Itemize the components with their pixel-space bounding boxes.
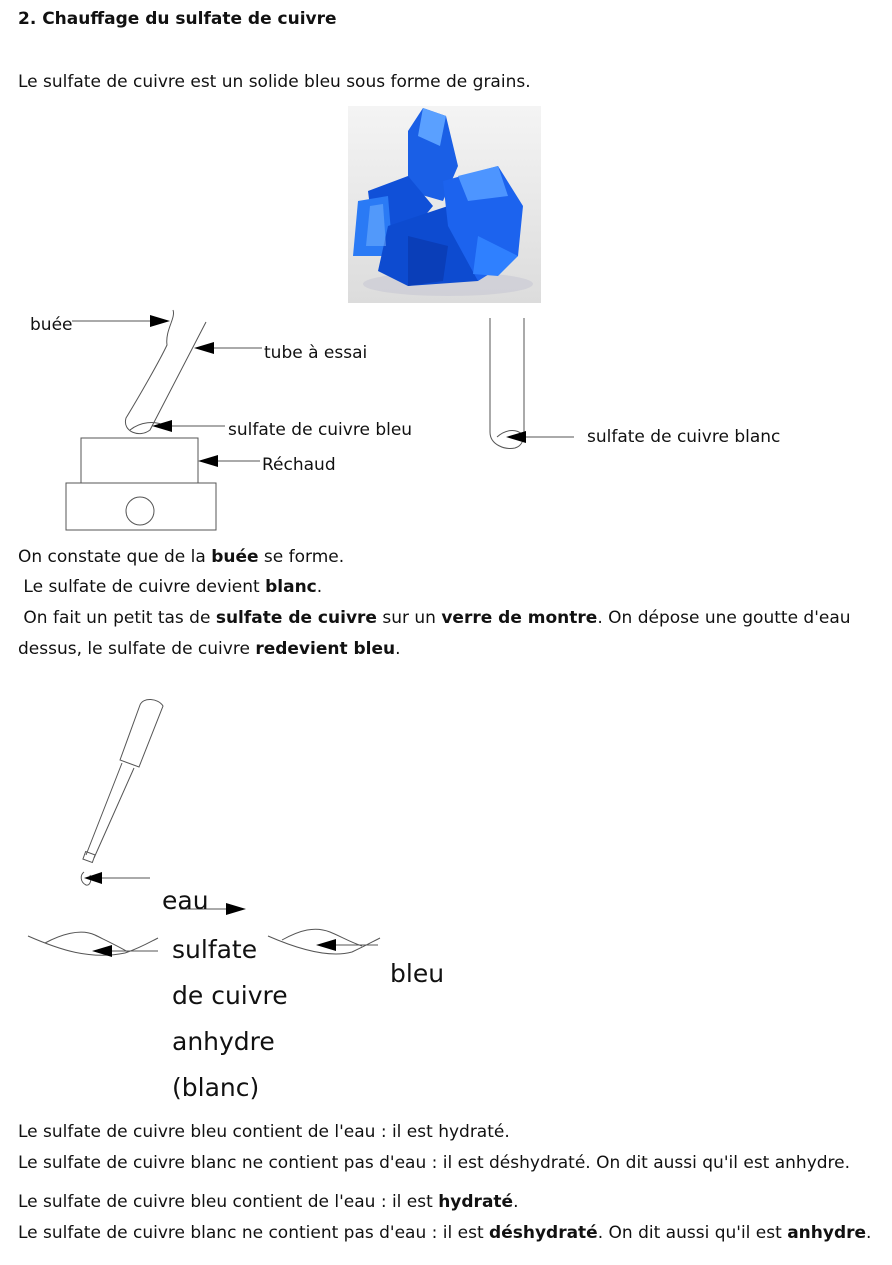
label-white-sulfate: sulfate de cuivre blanc [587,427,781,447]
label-blanc: (blanc) [172,1073,260,1102]
arrow-eau [226,903,246,915]
dropper-bulb [120,699,163,767]
arrow-water-drop [84,872,102,884]
watch-glass-left [28,936,158,955]
conclusion-plain-line-1: Le sulfate de cuivre bleu contient de l'eau : il est hydraté. [18,1122,510,1142]
observation-line-1: On constate que de la buée se forme. [18,547,345,567]
observation-line-4: dessus, le sulfate de cuivre redevient bleu. [18,639,401,659]
label-water: eau [162,886,209,915]
label-anhydre: anhydre [172,1027,275,1056]
label-buee: buée [30,315,73,335]
conclusion-bold-line-1: Le sulfate de cuivre bleu contient de l'eau : il est hydraté. [18,1192,519,1212]
label-test-tube: tube à essai [264,343,368,363]
label-de-cuivre: de cuivre [172,981,288,1010]
label-hot-plate: Réchaud [262,455,336,475]
label-bleu: bleu [390,959,445,988]
conclusion-bold-line-2: Le sulfate de cuivre blanc ne contient pas d'eau : il est déshydraté. On dit aussi qu'il est anhydre. [18,1223,872,1243]
dropper-stem [86,763,134,858]
observation-line-3: On fait un petit tas de sulfate de cuivre sur un verre de montre. On dépose une goutte d'eau [18,608,851,628]
section-title: 2. Chauffage du sulfate de cuivre [18,9,337,29]
label-blue-sulfate: sulfate de cuivre bleu [228,420,413,440]
observation-line-2: Le sulfate de cuivre devient blanc. [18,577,323,597]
arrow-right-glass [316,939,336,951]
conclusion-plain-line-2: Le sulfate de cuivre blanc ne contient pas d'eau : il est déshydraté. On dit aussi qu'il est anhydre. [18,1153,851,1173]
intro-text: Le sulfate de cuivre est un solide bleu sous forme de grains. [18,72,531,92]
label-sulfate: sulfate [172,935,258,964]
